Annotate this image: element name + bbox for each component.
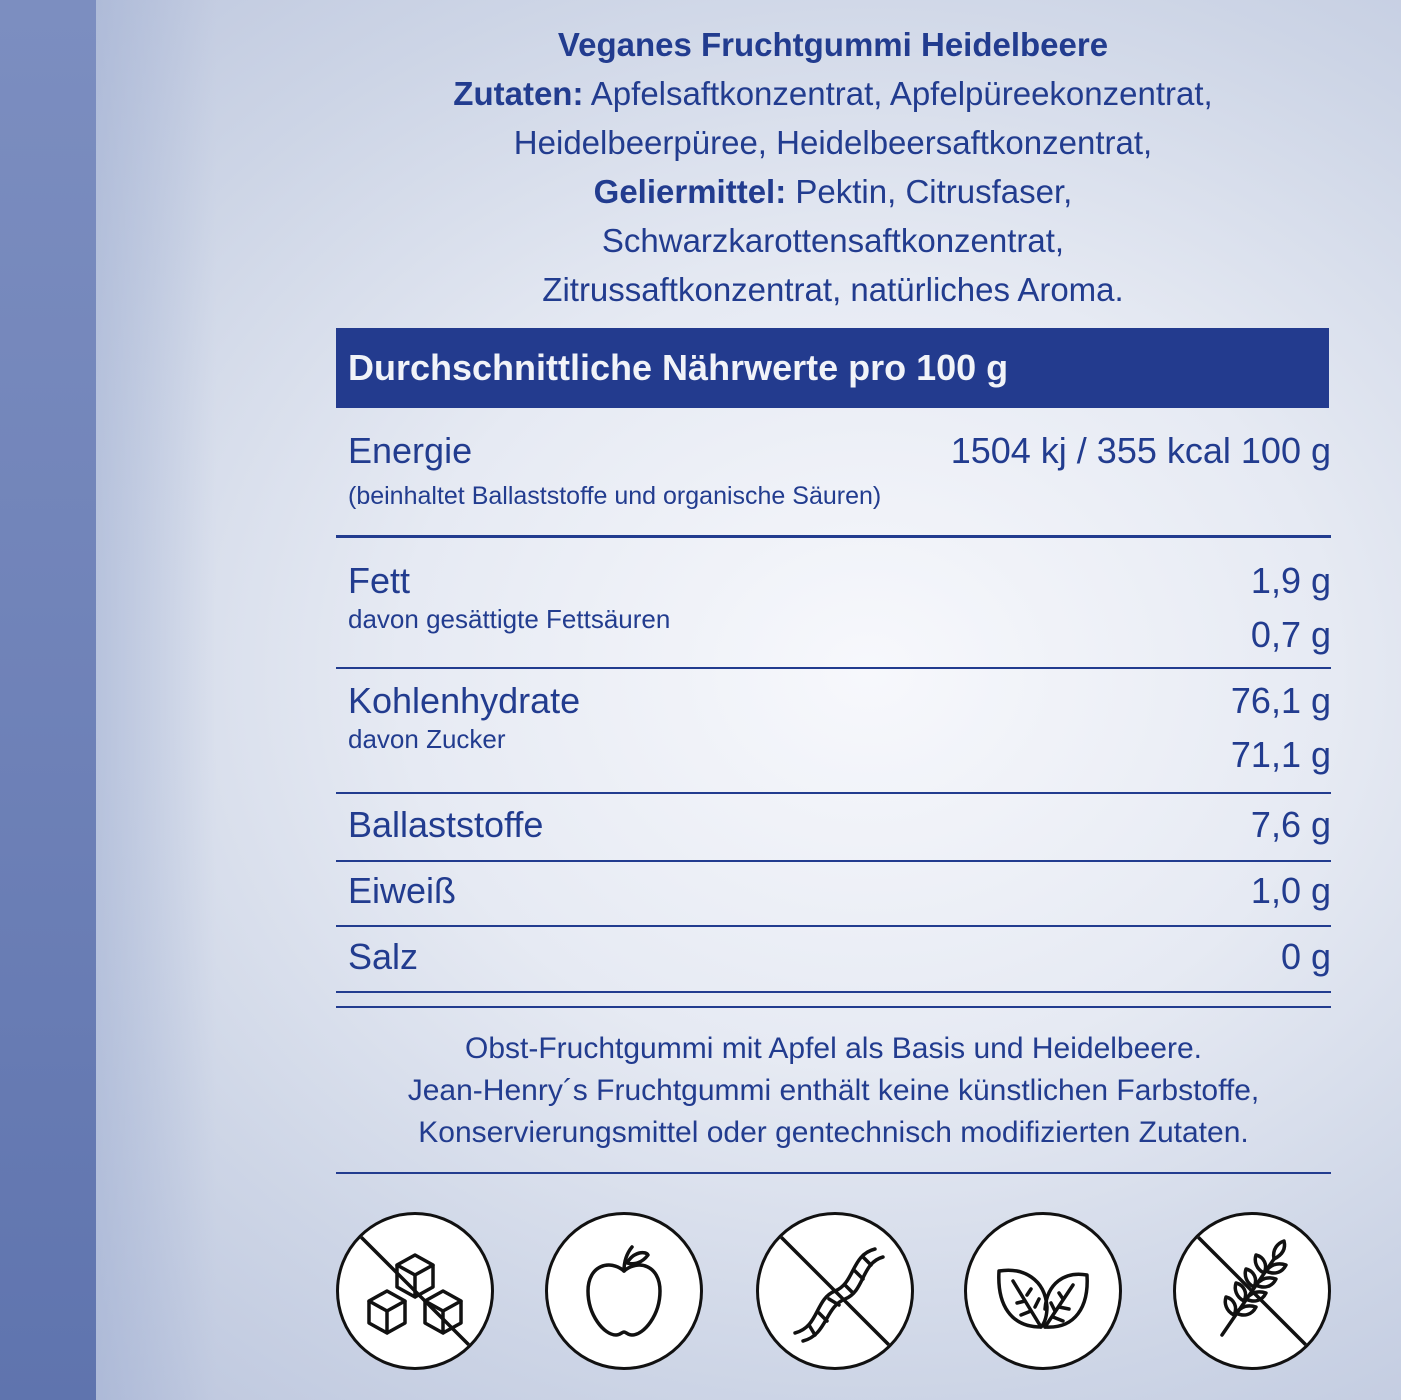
nutrition-table-header: Durchschnittliche Nährwerte pro 100 g <box>336 328 1329 408</box>
footer-rule <box>336 1172 1331 1174</box>
sugar-value: 71,1 g <box>1230 734 1331 775</box>
energy-value: 1504 kj / 355 kcal 100 g <box>950 430 1331 471</box>
nutrition-row-protein <box>336 870 1331 920</box>
gluten-free-wheat-icon <box>1173 1212 1331 1370</box>
fiber-value: 7,6 g <box>1250 804 1331 845</box>
nutrition-row-fat <box>336 560 1331 660</box>
no-sugar-cubes-icon <box>336 1212 494 1370</box>
fiber-label: Ballaststoffe <box>348 804 544 845</box>
description-line-1: Obst-Fruchtgummi mit Apfel als Basis und Heidelbeere. <box>465 1032 1202 1065</box>
no-gmo-dna-icon <box>756 1212 914 1370</box>
carbs-label: Kohlenhydrate <box>348 680 581 721</box>
zutaten-label: Zutaten: <box>453 75 584 112</box>
apple-icon <box>545 1212 703 1370</box>
fat-value: 1,9 g <box>1250 560 1331 601</box>
table-divider <box>336 535 1331 538</box>
protein-label: Eiweiß <box>348 870 457 911</box>
description-line-3: Konservierungsmittel oder gentechnisch modifizierten Zutaten. <box>418 1116 1249 1149</box>
certification-badges <box>336 1212 1331 1372</box>
table-bottom-rule <box>336 1006 1331 1008</box>
table-bottom-rule <box>336 991 1331 993</box>
nutrition-row-salt <box>336 936 1331 986</box>
energy-label: Energie <box>348 430 473 471</box>
salt-value: 0 g <box>1280 936 1331 977</box>
ingredients-block <box>336 20 1330 314</box>
vegan-leaves-icon <box>964 1212 1122 1370</box>
sugar-label: davon Zucker <box>348 724 506 754</box>
side-color-band <box>0 0 96 1400</box>
ingredients-line-4: Schwarzkarottensaftkonzentrat, <box>601 222 1065 259</box>
table-divider <box>336 860 1331 862</box>
nutrition-row-energy <box>336 430 1331 530</box>
salt-label: Salz <box>348 936 419 977</box>
ingredients-line-3: Geliermittel: Pektin, Citrusfaser, <box>593 173 1073 210</box>
table-divider <box>336 667 1331 669</box>
table-divider <box>336 925 1331 927</box>
nutrition-row-fiber <box>336 804 1331 854</box>
table-divider <box>336 792 1331 794</box>
product-title: Veganes Fruchtgummi Heidelbeere <box>557 26 1109 63</box>
energy-note: (beinhaltet Ballaststoffe und organische Säuren) <box>348 482 882 510</box>
geliermittel-label: Geliermittel: <box>593 173 787 210</box>
protein-value: 1,0 g <box>1250 870 1331 911</box>
fat-label: Fett <box>348 560 411 601</box>
nutrition-row-carbs <box>336 680 1331 780</box>
saturated-fat-label: davon gesättigte Fettsäuren <box>348 604 671 634</box>
product-description <box>336 1028 1331 1154</box>
side-glow <box>96 0 216 1400</box>
ingredients-line-2: Heidelbeerpüree, Heidelbeersaftkonzentrat, <box>513 124 1153 161</box>
ingredients-line-1: Zutaten: Apfelsaftkonzentrat, Apfelpüreekonzentrat, <box>453 75 1213 112</box>
description-line-2: Jean-Henry´s Fruchtgummi enthält keine künstlichen Farbstoffe, <box>407 1074 1260 1107</box>
ingredients-line-5: Zitrussaftkonzentrat, natürliches Aroma. <box>542 271 1124 308</box>
carbs-value: 76,1 g <box>1230 680 1331 721</box>
saturated-fat-value: 0,7 g <box>1250 614 1331 655</box>
